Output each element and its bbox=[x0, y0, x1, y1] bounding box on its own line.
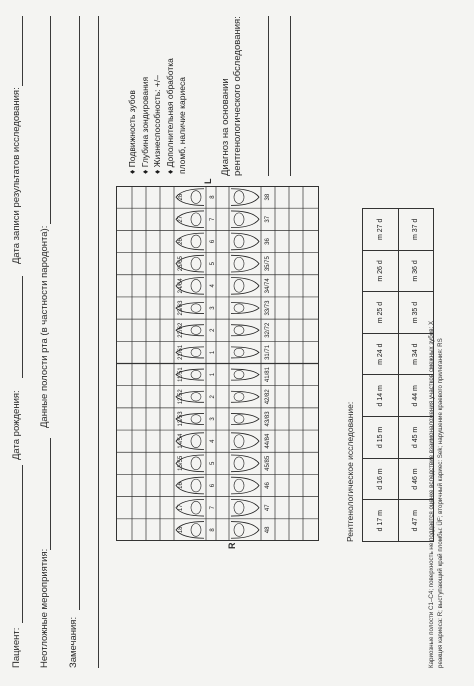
lower-tooth-number: 32/72 bbox=[265, 322, 271, 338]
lower-tooth-occlusal bbox=[234, 326, 244, 335]
upper-tooth-occlusal bbox=[191, 326, 201, 335]
xray-row-upper bbox=[363, 209, 399, 542]
xray-cell[interactable]: m 27 d bbox=[363, 209, 399, 251]
lower-tooth-outline bbox=[231, 347, 259, 358]
lower-tooth-outline bbox=[231, 302, 259, 313]
footnote-line-1: Кариозные полости С1–С4; поверхность не поддается оценке вследствие взаимоналожения участков смежных зубов: Х bbox=[428, 320, 435, 668]
upper-tooth-occlusal bbox=[191, 304, 201, 313]
upper-tooth-number: 13/53 bbox=[178, 411, 184, 427]
tooth-position-mark: 7 bbox=[210, 506, 216, 510]
upper-tooth-number: 18 bbox=[178, 526, 184, 534]
upper-tooth-occlusal bbox=[191, 213, 201, 226]
xray-cell[interactable]: m 34 d bbox=[398, 333, 434, 375]
lower-tooth-number: 31/71 bbox=[265, 344, 271, 360]
upper-tooth-number: 17 bbox=[178, 504, 184, 512]
tooth-position-mark: 2 bbox=[210, 395, 216, 399]
lower-tooth-outline bbox=[231, 522, 259, 539]
xray-cell[interactable]: d 17 m bbox=[363, 500, 399, 542]
tooth-position-mark: 8 bbox=[210, 528, 216, 532]
lower-tooth-outline bbox=[231, 211, 259, 228]
right-side-marker: R bbox=[227, 542, 237, 549]
upper-tooth-number: 11/51 bbox=[178, 367, 184, 382]
lower-tooth-number: 48 bbox=[265, 526, 271, 534]
lower-tooth-number: 35/75 bbox=[265, 256, 271, 272]
lower-tooth-outline bbox=[231, 477, 259, 494]
lower-tooth-number: 47 bbox=[265, 504, 271, 512]
lower-tooth-outline bbox=[231, 391, 259, 402]
legend-item: ♦ Глубина зондирования bbox=[139, 76, 150, 174]
lower-tooth-outline bbox=[231, 189, 259, 206]
dental-chart bbox=[116, 186, 319, 541]
upper-tooth-number: 24/64 bbox=[178, 278, 184, 294]
tooth-position-mark: 2 bbox=[210, 328, 216, 332]
xray-table bbox=[362, 208, 434, 542]
diagnosis-field-line-2[interactable] bbox=[290, 16, 291, 176]
tooth-position-mark: 3 bbox=[210, 417, 216, 421]
upper-tooth-number: 28 bbox=[178, 193, 184, 201]
tooth-position-mark: 6 bbox=[210, 483, 216, 488]
diagnosis-field[interactable] bbox=[268, 16, 269, 176]
tooth-position-mark: 4 bbox=[210, 284, 216, 288]
upper-tooth-number: 26 bbox=[178, 238, 184, 245]
tooth-position-mark: 7 bbox=[210, 217, 216, 221]
tooth-position-mark: 1 bbox=[210, 372, 216, 377]
urgent-measures-label: Неотложные мероприятия: bbox=[39, 548, 50, 668]
lower-tooth-occlusal bbox=[234, 191, 244, 204]
lower-tooth-number: 41/81 bbox=[265, 367, 271, 383]
lower-tooth-outline bbox=[231, 413, 259, 424]
upper-tooth-occlusal bbox=[191, 524, 201, 537]
upper-tooth-number: 15/55 bbox=[178, 455, 184, 471]
lower-tooth-number: 45/85 bbox=[265, 455, 271, 471]
lower-tooth-number: 33/73 bbox=[265, 300, 271, 316]
patient-field[interactable] bbox=[22, 465, 23, 623]
birth-date-field[interactable] bbox=[22, 276, 23, 378]
lower-tooth-outline bbox=[231, 455, 259, 472]
lower-tooth-occlusal bbox=[234, 457, 244, 470]
lower-tooth-occlusal bbox=[234, 435, 244, 448]
upper-tooth-number: 14/54 bbox=[178, 433, 184, 449]
xray-cell[interactable]: m 25 d bbox=[363, 292, 399, 334]
upper-tooth-occlusal bbox=[191, 435, 201, 448]
lower-tooth-number: 42/82 bbox=[265, 389, 271, 405]
xray-cell[interactable]: m 26 d bbox=[363, 250, 399, 292]
record-date-field[interactable] bbox=[22, 16, 23, 86]
lower-tooth-occlusal bbox=[234, 348, 244, 357]
lower-tooth-outline bbox=[231, 255, 259, 272]
tooth-position-mark: 5 bbox=[210, 461, 216, 466]
xray-cell[interactable]: d 16 m bbox=[363, 458, 399, 500]
xray-cell[interactable]: d 47 m bbox=[398, 500, 434, 542]
legend bbox=[126, 54, 189, 174]
xray-label: Рентгенологическое исследование: bbox=[345, 401, 355, 542]
xray-cell[interactable]: d 14 m bbox=[363, 375, 399, 417]
upper-tooth-number: 21/61 bbox=[178, 344, 184, 360]
urgent-measures-field[interactable] bbox=[50, 438, 51, 550]
lower-tooth-occlusal bbox=[234, 257, 244, 270]
tooth-position-mark: 8 bbox=[210, 195, 216, 199]
xray-cell[interactable]: m 35 d bbox=[398, 292, 434, 334]
lower-tooth-occlusal bbox=[234, 304, 244, 313]
lower-tooth-number: 36 bbox=[265, 238, 271, 245]
xray-cell[interactable]: m 36 d bbox=[398, 250, 434, 292]
lower-tooth-occlusal bbox=[234, 524, 244, 537]
xray-cell[interactable]: d 44 m bbox=[398, 375, 434, 417]
upper-tooth-occlusal bbox=[191, 370, 201, 379]
lower-tooth-occlusal bbox=[234, 501, 244, 514]
xray-cell[interactable]: d 15 m bbox=[363, 417, 399, 459]
upper-tooth-occlusal bbox=[191, 501, 201, 514]
xray-cell[interactable]: d 46 m bbox=[398, 458, 434, 500]
tooth-position-mark: 5 bbox=[210, 261, 216, 266]
upper-tooth-number: 22/62 bbox=[178, 322, 184, 338]
xray-cell[interactable]: m 24 d bbox=[363, 333, 399, 375]
remarks-field-line-2[interactable] bbox=[98, 16, 99, 668]
lower-tooth-outline bbox=[231, 499, 259, 516]
footnote bbox=[428, 8, 445, 668]
tooth-position-mark: 6 bbox=[210, 239, 216, 244]
lower-tooth-occlusal bbox=[234, 479, 244, 492]
oral-data-label: Данные полости рта (в частности пародонта): bbox=[39, 225, 50, 428]
oral-data-field[interactable] bbox=[50, 16, 51, 224]
lower-tooth-outline bbox=[231, 433, 259, 450]
lower-tooth-occlusal bbox=[234, 279, 244, 292]
lower-tooth-outline bbox=[231, 369, 259, 380]
tooth-position-mark: 3 bbox=[210, 306, 216, 310]
footnote-line-2: реакция кариеса: R; выступающий край пломбы: ÜF; вторичный кариес: Sek; нарушение краевого прилегания: RS bbox=[436, 338, 444, 668]
legend-item: ♦ Подвижность зубов bbox=[127, 90, 137, 174]
patient-label: Пациент: bbox=[11, 627, 22, 668]
lower-tooth-outline bbox=[231, 325, 259, 336]
diagnosis-label: Диагноз на основании рентгенологического обследования: bbox=[220, 16, 243, 176]
upper-tooth-occlusal bbox=[191, 393, 201, 402]
lower-tooth-occlusal bbox=[234, 370, 244, 379]
lower-tooth-occlusal bbox=[234, 415, 244, 424]
upper-tooth-occlusal bbox=[191, 191, 201, 204]
upper-tooth-occlusal bbox=[191, 348, 201, 357]
record-date-label: Дата записи результатов исследования: bbox=[11, 87, 22, 264]
upper-tooth-number: 12/52 bbox=[178, 389, 184, 405]
remarks-label: Замечания: bbox=[68, 616, 79, 668]
upper-tooth-occlusal bbox=[191, 457, 201, 470]
lower-tooth-outline bbox=[231, 278, 259, 295]
tooth-position-mark: 4 bbox=[210, 439, 216, 443]
upper-tooth-occlusal bbox=[191, 479, 201, 492]
lower-tooth-number: 38 bbox=[265, 193, 271, 201]
dental-chart-svg bbox=[116, 186, 319, 541]
lower-tooth-occlusal bbox=[234, 213, 244, 226]
xray-cell[interactable]: d 45 m bbox=[398, 417, 434, 459]
lower-tooth-outline bbox=[231, 233, 259, 250]
upper-tooth-occlusal bbox=[191, 415, 201, 424]
left-side-marker: L bbox=[203, 178, 213, 184]
upper-tooth-number: 27 bbox=[178, 215, 184, 223]
lower-tooth-number: 37 bbox=[265, 215, 271, 223]
birth-date-label: Дата рождения: bbox=[11, 390, 22, 460]
lower-tooth-number: 43/83 bbox=[265, 411, 271, 427]
upper-tooth-occlusal bbox=[191, 235, 201, 248]
remarks-field[interactable] bbox=[79, 16, 80, 610]
tooth-position-mark: 1 bbox=[210, 350, 216, 355]
upper-tooth-number: 16 bbox=[178, 482, 184, 489]
lower-tooth-number: 44/84 bbox=[265, 433, 271, 449]
lower-tooth-number: 46 bbox=[265, 482, 271, 489]
upper-tooth-occlusal bbox=[191, 257, 201, 270]
upper-tooth-number: 25/65 bbox=[178, 256, 184, 272]
upper-tooth-number: 23/63 bbox=[178, 300, 184, 316]
lower-tooth-number: 34/74 bbox=[265, 278, 271, 294]
legend-item: ♦ Дополнительная обработка пломб, наличие кариеса bbox=[164, 58, 187, 174]
lower-tooth-occlusal bbox=[234, 393, 244, 402]
lower-tooth-occlusal bbox=[234, 235, 244, 248]
legend-item: ♦ Жизнеспособность: +/– bbox=[152, 75, 162, 174]
xray-cell[interactable]: m 37 d bbox=[398, 209, 434, 251]
upper-tooth-occlusal bbox=[191, 279, 201, 292]
